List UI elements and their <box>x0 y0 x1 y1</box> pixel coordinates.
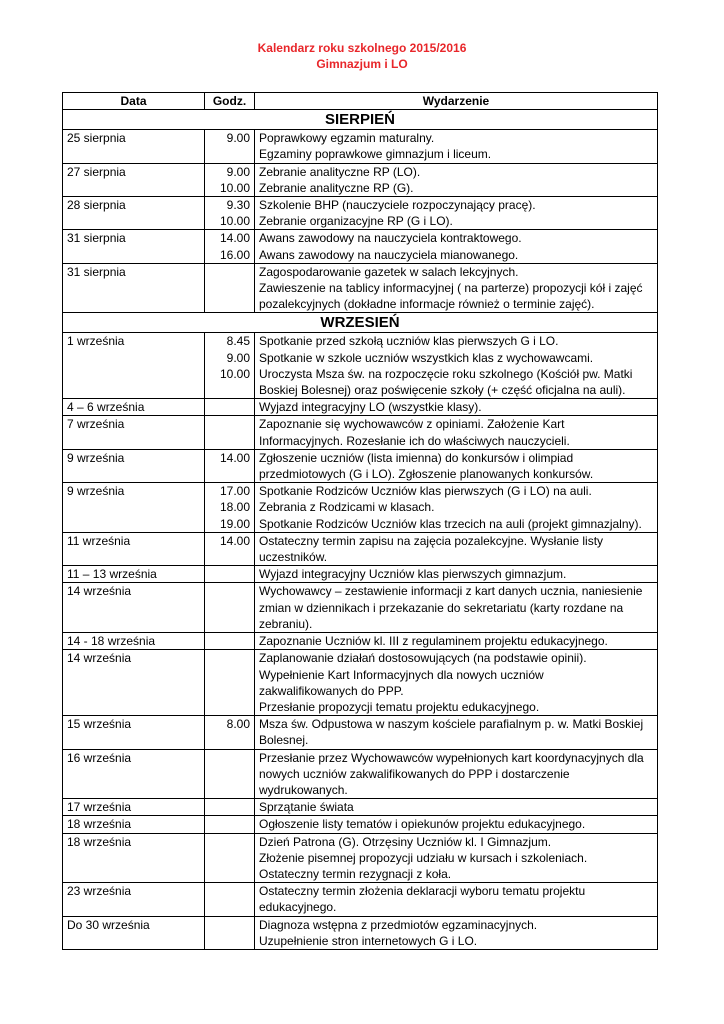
event-description-line: Wypełnienie Kart Informacyjnych dla nowych uczniów <box>259 667 544 682</box>
event-time-cell <box>205 633 255 650</box>
event-description-cell <box>255 799 658 816</box>
event-description-line: Egzaminy poprawkowe gimnazjum i liceum. <box>259 147 492 162</box>
event-description-cell <box>255 130 658 163</box>
table-row <box>63 650 658 716</box>
event-description-line: Zebranie analityczne RP (G). <box>259 180 414 195</box>
event-time-cell <box>205 399 255 416</box>
event-description-line: Zebranie analityczne RP (LO). <box>259 164 421 179</box>
event-time-cell <box>205 749 255 799</box>
table-row <box>63 163 658 196</box>
event-description-line: Zebrania z Rodzicami w klasach. <box>259 500 435 515</box>
event-description-line: Spotkanie przed szkołą uczniów klas pierwszych G i LO. <box>259 334 559 349</box>
event-time: 10.00 <box>219 180 250 195</box>
column-header-event: Wydarzenie <box>255 93 658 110</box>
event-time-cell <box>205 532 255 565</box>
event-description-line: Zaplanowanie działań dostosowujących (na podstawie opinii). <box>259 651 587 666</box>
event-description-line: Wychowawcy – zestawienie informacji z kart danych ucznia, naniesienie <box>259 584 643 599</box>
event-time: 9.00 <box>226 350 250 365</box>
event-description-line: Zawieszenie na tablicy informacyjnej ( na parterze) propozycji kół i zajęć <box>259 281 643 296</box>
event-description-cell <box>255 833 658 883</box>
table-row <box>63 883 658 916</box>
event-description-line: Spotkanie Rodziców Uczniów klas pierwszych (G i LO) na auli. <box>259 484 592 499</box>
event-time-cell <box>205 483 255 533</box>
event-description-line: Dzień Patrona (G). Otrzęsiny Uczniów kl. I Gimnazjum. <box>259 834 552 849</box>
event-time-cell <box>205 416 255 449</box>
event-description-cell <box>255 816 658 833</box>
event-time: 8.00 <box>226 717 250 732</box>
event-time: 10.00 <box>219 366 250 381</box>
event-description-line: Ostateczny termin rezygnacji z koła. <box>259 866 452 881</box>
event-time: 9.30 <box>226 198 250 213</box>
event-time-cell <box>205 833 255 883</box>
table-row <box>63 566 658 583</box>
event-description-line: Ogłoszenie listy tematów i opiekunów projektu edukacyjnego. <box>259 817 586 832</box>
event-date: 31 sierpnia <box>63 263 205 313</box>
event-description-line: nowych uczniów zakwalifikowanych do PPP i dostarczenie <box>259 766 570 781</box>
event-date: 9 września <box>63 449 205 482</box>
event-time-cell <box>205 583 255 633</box>
event-date: 28 sierpnia <box>63 197 205 230</box>
table-row <box>63 483 658 533</box>
event-description-line: pozalekcyjnych (dokładne informacje również o terminie zajęć). <box>259 297 595 312</box>
event-time: 9.00 <box>226 164 250 179</box>
column-header-date: Data <box>63 93 205 110</box>
event-date: 27 sierpnia <box>63 163 205 196</box>
calendar-table <box>62 92 658 950</box>
event-date: 4 – 6 września <box>63 399 205 416</box>
event-description-cell <box>255 333 658 399</box>
event-date: 14 września <box>63 650 205 716</box>
event-description-line: Wyjazd integracyjny Uczniów klas pierwszych gimnazjum. <box>259 567 567 582</box>
event-description-line: Awans zawodowy na nauczyciela kontraktowego. <box>259 231 522 246</box>
event-date: 9 września <box>63 483 205 533</box>
table-row <box>63 749 658 799</box>
event-description-line: Szkolenie BHP (nauczyciele rozpoczynający pracę). <box>259 198 536 213</box>
table-row <box>63 916 658 949</box>
event-date: 17 września <box>63 799 205 816</box>
event-description-line: Sprzątanie świata <box>259 800 354 815</box>
event-description-line: Diagnoza wstępna z przedmiotów egzaminacyjnych. <box>259 917 538 932</box>
event-time-cell <box>205 230 255 263</box>
table-row <box>63 633 658 650</box>
event-description-line: uczestników. <box>259 550 328 565</box>
event-description-cell <box>255 532 658 565</box>
table-row <box>63 583 658 633</box>
event-description-line: zebraniu). <box>259 616 313 631</box>
event-description-line: Zebranie organizacyjne RP (G i LO). <box>259 214 453 229</box>
table-row <box>63 130 658 163</box>
event-description-cell <box>255 633 658 650</box>
event-description-line: edukacyjnego. <box>259 900 337 915</box>
event-time: 10.00 <box>219 214 250 229</box>
event-description-cell <box>255 230 658 263</box>
month-row <box>63 110 658 130</box>
table-row <box>63 833 658 883</box>
event-description-line: wydrukowanych. <box>259 782 348 797</box>
event-time: 14.00 <box>219 231 250 246</box>
event-time-cell <box>205 566 255 583</box>
event-description-line: Uroczysta Msza św. na rozpoczęcie roku szkolnego (Kościół pw. Matki <box>259 366 633 381</box>
event-description-line: Informacyjnych. Rozesłanie ich do właściwych nauczycieli. <box>259 433 570 448</box>
event-description-line: Zapoznanie Uczniów kl. III z regulaminem projektu edukacyjnego. <box>259 634 608 649</box>
event-description-line: Uzupełnienie stron internetowych G i LO. <box>259 933 478 948</box>
event-date: 23 września <box>63 883 205 916</box>
event-description-line: Zagospodarowanie gazetek w salach lekcyjnych. <box>259 264 519 279</box>
event-time-cell <box>205 716 255 749</box>
event-time-cell <box>205 650 255 716</box>
event-time: 14.00 <box>219 450 250 465</box>
event-description-line: Boskiej Bolesnej) oraz poświęcenie szkoły (+ część oficjalna na auli). <box>259 383 626 398</box>
event-time: 16.00 <box>219 247 250 262</box>
table-row <box>63 816 658 833</box>
event-time-cell <box>205 449 255 482</box>
event-description-line: Msza św. Odpustowa w naszym kościele parafialnym p. w. Matki Boskiej <box>259 717 644 732</box>
event-time: 9.00 <box>226 131 250 146</box>
table-row <box>63 263 658 313</box>
event-description-line: Zapoznanie się wychowawców z opiniami. Założenie Kart <box>259 417 565 432</box>
table-row <box>63 416 658 449</box>
table-row <box>63 716 658 749</box>
event-description-cell <box>255 883 658 916</box>
table-row <box>63 532 658 565</box>
event-time-cell <box>205 799 255 816</box>
event-date: 14 września <box>63 583 205 633</box>
event-description-cell <box>255 449 658 482</box>
event-description-line: Spotkanie w szkole uczniów wszystkich klas z wychowawcami. <box>259 350 594 365</box>
table-row <box>63 197 658 230</box>
event-time-cell <box>205 816 255 833</box>
table-row <box>63 799 658 816</box>
event-description-line: Awans zawodowy na nauczyciela mianowanego. <box>259 247 519 262</box>
event-description-line: Poprawkowy egzamin maturalny. <box>259 131 435 146</box>
event-description-cell <box>255 716 658 749</box>
event-time-cell <box>205 883 255 916</box>
event-description-line: Złożenie pisemnej propozycji udziału w kursach i szkoleniach. <box>259 850 588 865</box>
event-description-cell <box>255 416 658 449</box>
event-time: 18.00 <box>219 500 250 515</box>
calendar-body <box>63 110 658 950</box>
event-date: Do 30 września <box>63 916 205 949</box>
event-time: 14.00 <box>219 533 250 548</box>
event-time-cell <box>205 163 255 196</box>
event-description-cell <box>255 483 658 533</box>
table-header-row <box>63 93 658 110</box>
table-row <box>63 399 658 416</box>
event-description-cell <box>255 163 658 196</box>
event-time-cell <box>205 916 255 949</box>
event-date: 31 sierpnia <box>63 230 205 263</box>
event-date: 11 – 13 września <box>63 566 205 583</box>
event-date: 11 września <box>63 532 205 565</box>
event-description-cell <box>255 566 658 583</box>
column-header-time: Godz. <box>205 93 255 110</box>
event-description-line: Spotkanie Rodziców Uczniów klas trzecich na auli (projekt gimnazjalny). <box>259 516 642 531</box>
event-date: 1 września <box>63 333 205 399</box>
event-description-cell <box>255 197 658 230</box>
event-date: 18 września <box>63 833 205 883</box>
event-description-line: zakwalifikowanych do PPP. <box>259 683 404 698</box>
table-row <box>63 230 658 263</box>
event-description-line: Zgłoszenie uczniów (lista imienna) do konkursów i olimpiad <box>259 450 574 465</box>
event-time: 8.45 <box>226 334 250 349</box>
event-description-line: zmian w dziennikach i przekazanie do sekretariatu (karty rozdane na <box>259 600 624 615</box>
event-time-cell <box>205 197 255 230</box>
event-description-cell <box>255 583 658 633</box>
month-heading: WRZESIEŃ <box>63 313 658 333</box>
event-description-cell <box>255 749 658 799</box>
event-description-line: Bolesnej. <box>259 733 309 748</box>
table-row <box>63 449 658 482</box>
event-description-line: przedmiotowych (G i LO). Zgłoszenie planowanych konkursów. <box>259 467 594 482</box>
event-date: 25 sierpnia <box>63 130 205 163</box>
event-description-line: Ostateczny termin zapisu na zajęcia pozalekcyjne. Wysłanie listy <box>259 533 604 548</box>
event-date: 18 września <box>63 816 205 833</box>
event-date: 15 września <box>63 716 205 749</box>
event-time-cell <box>205 130 255 163</box>
event-date: 16 września <box>63 749 205 799</box>
month-row <box>63 313 658 333</box>
document-title: Kalendarz roku szkolnego 2015/2016 <box>257 41 467 55</box>
event-description-cell <box>255 916 658 949</box>
event-description-cell <box>255 399 658 416</box>
event-date: 14 - 18 września <box>63 633 205 650</box>
event-time-cell <box>205 263 255 313</box>
document-subtitle: Gimnazjum i LO <box>316 57 408 71</box>
event-description-line: Przesłanie propozycji tematu projektu edukacyjnego. <box>259 699 540 714</box>
event-time: 19.00 <box>219 516 250 531</box>
event-description-line: Przesłanie przez Wychowawców wypełnionych kart koordynacyjnych dla <box>259 750 644 765</box>
table-row <box>63 333 658 399</box>
document-header <box>0 40 724 72</box>
event-time: 17.00 <box>219 484 250 499</box>
event-time-cell <box>205 333 255 399</box>
event-description-line: Wyjazd integracyjny LO (wszystkie klasy). <box>259 400 482 415</box>
event-date: 7 września <box>63 416 205 449</box>
event-description-cell <box>255 650 658 716</box>
event-description-line: Ostateczny termin złożenia deklaracji wyboru tematu projektu <box>259 884 586 899</box>
month-heading: SIERPIEŃ <box>63 110 658 130</box>
event-description-cell <box>255 263 658 313</box>
